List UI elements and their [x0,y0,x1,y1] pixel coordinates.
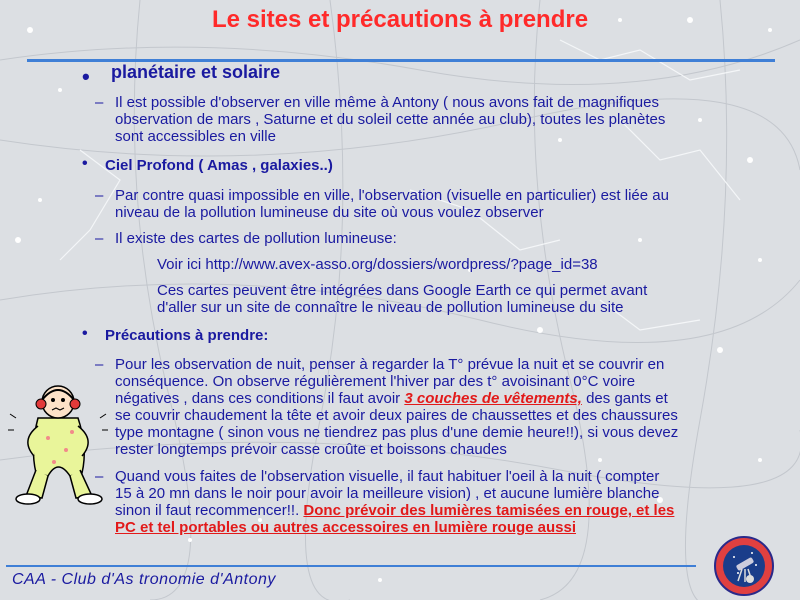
text-line: sont accessibles en ville [115,128,276,145]
text-line: d'aller sur un site de connaître le niveau de pollution lumineuse du site [157,299,624,316]
section-heading-precautions: Précautions à prendre: [105,327,269,344]
text-line: Il est possible d'observer en ville même à Antony ( nous avons fait de magnifiques [115,94,659,111]
dash-icon: – [95,187,104,204]
bullet-icon: • [82,325,88,342]
bullet-icon: • [82,155,88,172]
dash-icon: – [95,468,104,485]
pollution-map-link[interactable]: Voir ici http://www.avex-asso.org/dossiers/wordpress/?page_id=38 [157,256,598,273]
text-line: Ces cartes peuvent être intégrées dans Google Earth ce qui permet avant [157,282,648,299]
text-line-with-emphasis [115,390,668,407]
text-line: observation de mars , Saturne et du soleil cette année au club), toutes les planètes [115,111,666,128]
text-line: niveau de la pollution lumineuse du site où vous voulez observer [115,204,544,221]
section-heading-deep-sky: Ciel Profond ( Amas , galaxies..) [105,157,333,174]
text-line: Par contre quasi impossible en ville, l'observation (visuelle en particulier) est liée au [115,187,669,204]
dash-icon: – [95,356,104,373]
text-line: 15 à 20 mn dans le noir pour avoir la meilleure vision) , et aucune lumière blanche [115,485,660,502]
clothing-emphasis: 3 couches de vêtements, [404,390,582,407]
text-line-with-warning [115,502,674,519]
footer-club-name: CAA - Club d'As tronomie d'Antony [12,571,276,588]
red-light-warning: Donc prévoir des lumières tamisées en rouge, et les [303,502,675,519]
text-line: rester longtemps prévoir casse croûte et boissons chaudes [115,441,507,458]
text-line: Pour les observation de nuit, penser à regarder la T° prévue la nuit et se couvrir en [115,356,665,373]
footer-divider [6,565,696,567]
club-logo [712,535,776,597]
section-heading-planetary: planétaire et solaire [111,62,281,82]
red-light-warning: PC et tel portables ou autres accessoires en lumière rouge aussi [115,519,577,536]
text-line-warning [115,519,576,536]
slide-title: Le sites et précautions à prendre [211,6,589,33]
text-fragment: sinon il faut recommencer!!. [115,502,304,519]
dash-icon: – [95,230,104,247]
text-line: conséquence. On observe régulièrement l'hiver par des t° avoisinant 0°C voire [115,373,636,390]
text-fragment: des gants et [581,390,668,407]
text-fragment: négatives , dans ces conditions il faut avoir [115,390,405,407]
dash-icon: – [95,94,104,111]
text-line: Il existe des cartes de pollution lumineuse: [115,230,397,247]
bullet-icon: • [82,64,90,89]
text-line: type montagne ( sinon vous ne tiendrez pas plus d'une demie heure!!), si vous devez [115,424,679,441]
text-line: se couvrir chaudement la tête et avoir deux paires de chaussettes et des chaussures [115,407,678,424]
cold-character-icon [8,378,108,508]
text-line: Quand vous faites de l'observation visuelle, il faut habituer l'oeil à la nuit ( compter [115,468,660,485]
